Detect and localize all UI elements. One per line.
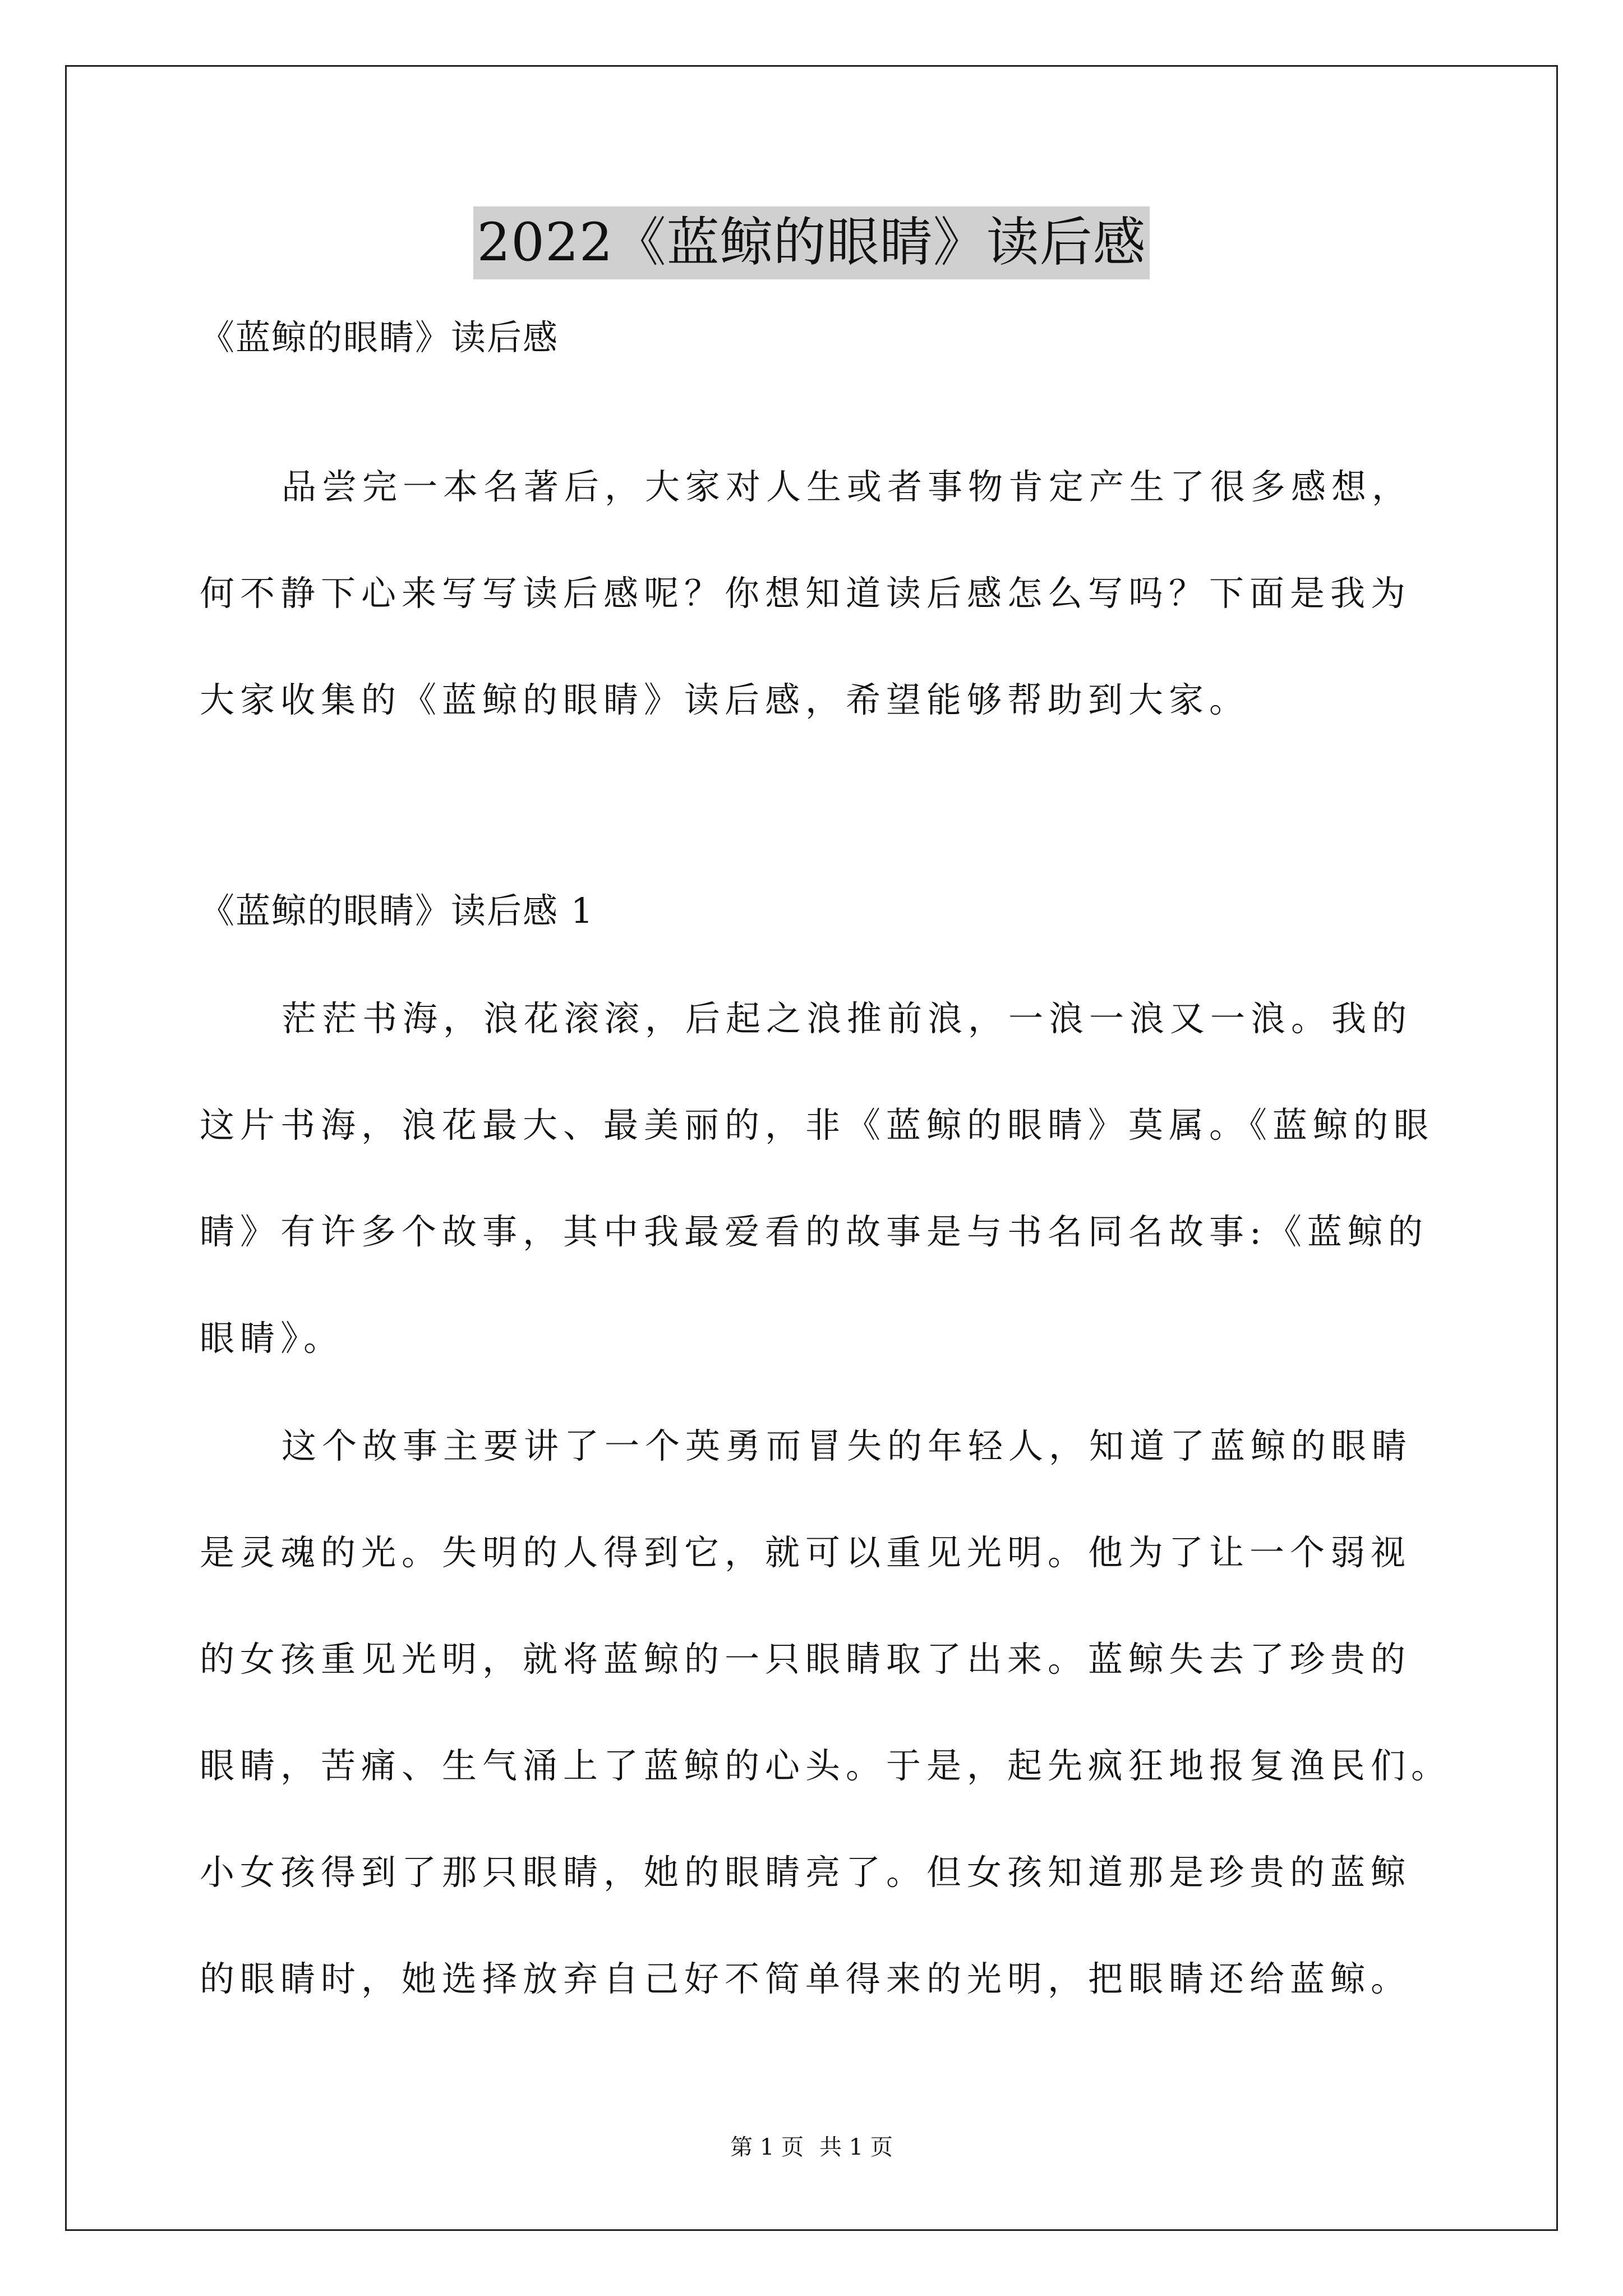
- page-total: 共 1 页: [819, 2134, 893, 2160]
- intro-line-1: 品尝完一本名著后，大家对人生或者事物肯定产生了很多感想，: [282, 466, 1413, 507]
- intro-heading: 《蓝鲸的眼睛》读后感: [200, 317, 559, 358]
- section-1-para-2-line-5: 小女孩得到了那只眼睛，她的眼睛亮了。但女孩知道那是珍贵的蓝鲸: [200, 1852, 1412, 1893]
- section-1-para-1-line-4: 眼睛》。: [200, 1318, 344, 1359]
- document-title: 2022《蓝鲸的眼睛》读后感: [473, 206, 1149, 279]
- page-number: 第 1 页: [730, 2134, 804, 2160]
- section-1-para-1-line-2: 这片书海，浪花最大、最美丽的，非《蓝鲸的眼睛》莫属。《蓝鲸的眼: [200, 1105, 1435, 1145]
- intro-line-3: 大家收集的《蓝鲸的眼睛》读后感，希望能够帮助到大家。: [200, 679, 1250, 720]
- section-1-para-1-line-1: 茫茫书海，浪花滚滚，后起之浪推前浪，一浪一浪又一浪。我的: [282, 998, 1413, 1039]
- section-1-para-2-line-4: 眼睛，苦痛、生气涌上了蓝鲸的心头。于是，起先疯狂地报复渔民们。: [200, 1745, 1452, 1786]
- page-border: [65, 65, 1558, 2231]
- section-1-para-1-line-3: 睛》有许多个故事，其中我最爱看的故事是与书名同名故事:《蓝鲸的: [200, 1211, 1428, 1252]
- section-1-para-2-line-2: 是灵魂的光。失明的人得到它，就可以重见光明。他为了让一个弱视: [200, 1532, 1412, 1573]
- section-1-para-2-line-6: 的眼睛时，她选择放弃自己好不简单得来的光明，把眼睛还给蓝鲸。: [200, 1958, 1412, 1999]
- intro-line-2: 何不静下心来写写读后感呢？你想知道读后感怎么写吗？下面是我为: [200, 573, 1412, 614]
- section-1-heading: 《蓝鲸的眼睛》读后感 1: [200, 890, 594, 931]
- title-block: [0, 206, 1623, 279]
- section-1-para-2-line-3: 的女孩重见光明，就将蓝鲸的一只眼睛取了出来。蓝鲸失去了珍贵的: [200, 1639, 1412, 1680]
- page-footer: [0, 2132, 1623, 2163]
- section-1-para-2-line-1: 这个故事主要讲了一个英勇而冒失的年轻人，知道了蓝鲸的眼睛: [282, 1425, 1413, 1466]
